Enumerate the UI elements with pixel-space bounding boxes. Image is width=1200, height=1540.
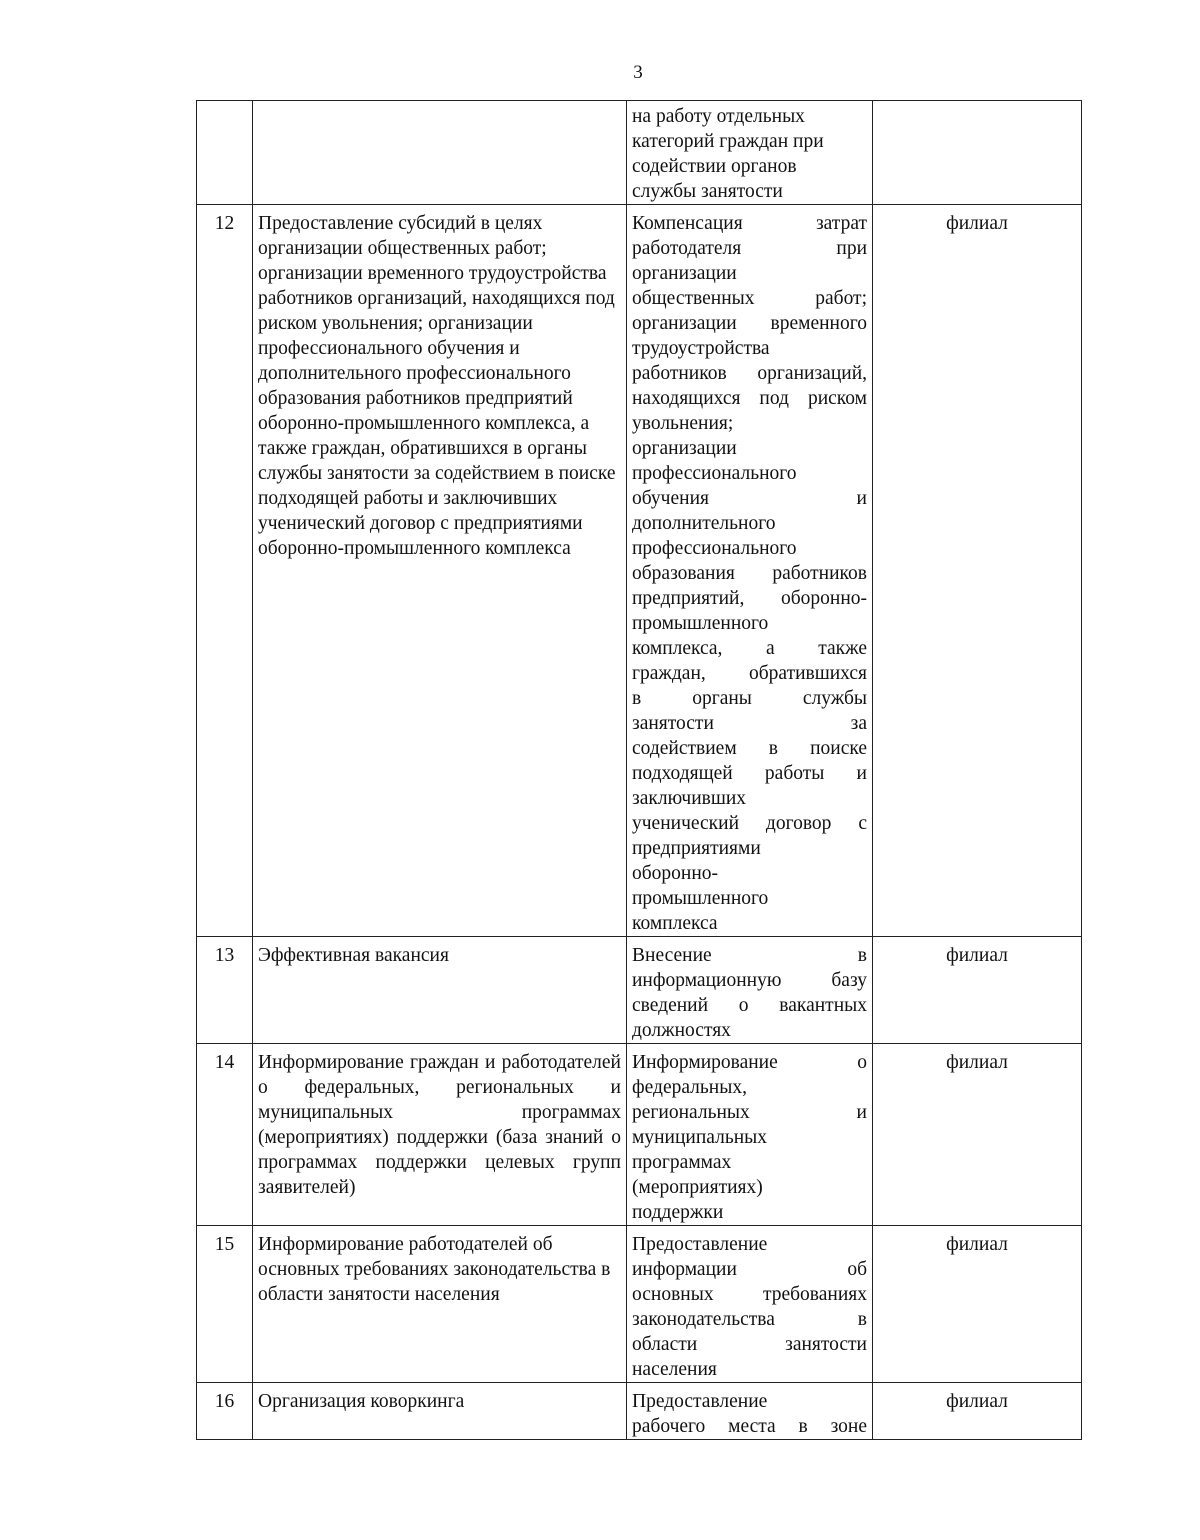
content-line: сведений о вакантных xyxy=(632,995,867,1016)
table-row xyxy=(197,101,1082,205)
content-line: организации xyxy=(632,438,737,459)
service-content xyxy=(627,205,873,937)
table-row xyxy=(197,1226,1082,1383)
content-line: муниципальных xyxy=(632,1127,768,1148)
content-line: в органы службы xyxy=(632,688,867,709)
content-line: рабочего места в зоне xyxy=(632,1416,867,1437)
content-line: образования работников xyxy=(632,563,867,584)
table-row xyxy=(197,1383,1082,1440)
services-table xyxy=(196,100,1082,1440)
row-number: 12 xyxy=(197,205,253,937)
service-name xyxy=(253,101,627,205)
content-line: увольнения; xyxy=(632,413,734,434)
content-line: законодательства в xyxy=(632,1309,867,1330)
content-line: промышленного xyxy=(632,888,769,909)
content-line: занятости за xyxy=(632,713,867,734)
content-line: заключивших xyxy=(632,788,747,809)
content-line: профессионального xyxy=(632,538,797,559)
service-executor: филиал xyxy=(873,937,1082,1044)
content-line: информационную базу xyxy=(632,970,867,991)
content-line: должностях xyxy=(632,1020,731,1041)
content-line: Предоставление xyxy=(632,1391,768,1412)
content-line: комплекса, а также xyxy=(632,638,867,659)
content-line: Предоставление xyxy=(632,1234,768,1255)
content-line: содействием в поиске xyxy=(632,738,867,759)
content-line: поддержки xyxy=(632,1202,724,1223)
content-line: организации временного xyxy=(632,313,867,334)
table-row xyxy=(197,205,1082,937)
service-name: Организация коворкинга xyxy=(253,1383,627,1440)
content-line: работников организаций, xyxy=(632,363,867,384)
content-line: программах xyxy=(632,1152,732,1173)
content-line: службы занятости xyxy=(632,181,783,202)
content-line: комплекса xyxy=(632,913,718,934)
service-content xyxy=(627,1383,873,1440)
table-row xyxy=(197,1044,1082,1226)
content-line: трудоустройства xyxy=(632,338,770,359)
service-content xyxy=(627,101,873,205)
content-line: организации xyxy=(632,263,737,284)
service-executor: филиал xyxy=(873,1383,1082,1440)
service-executor xyxy=(873,101,1082,205)
content-line: общественных работ; xyxy=(632,288,867,309)
content-line: области занятости xyxy=(632,1334,867,1355)
page-number: 3 xyxy=(633,62,643,83)
content-line: Компенсация затрат xyxy=(632,213,867,234)
table-row xyxy=(197,937,1082,1044)
content-line: региональных и xyxy=(632,1102,867,1123)
content-line: подходящей работы и xyxy=(632,763,867,784)
row-number: 14 xyxy=(197,1044,253,1226)
service-content xyxy=(627,937,873,1044)
row-number xyxy=(197,101,253,205)
content-line: промышленного xyxy=(632,613,769,634)
content-line: работодателя при xyxy=(632,238,867,259)
content-line: обучения и xyxy=(632,488,867,509)
content-line: предприятий, оборонно- xyxy=(632,588,867,609)
service-content xyxy=(627,1044,873,1226)
service-name: Информирование граждан и работодателей о федеральных, региональных и муниципальных программах (мероприятиях) поддержки (база знаний о программах поддержки целевых групп заявителей) xyxy=(253,1044,627,1226)
service-content xyxy=(627,1226,873,1383)
table-body xyxy=(197,101,1082,1440)
service-executor: филиал xyxy=(873,1226,1082,1383)
content-line: содействии органов xyxy=(632,156,797,177)
service-name: Предоставление субсидий в целях организации общественных работ; организации временного трудоустройства работников организаций, находящихся под риском увольнения; организации профессионального обучения и дополнительного профессионального образования работников предприятий оборонно-промышленного комплекса, а также граждан, обратившихся в органы службы занятости за содействием в поиске подходящей работы и заключивших ученический договор с предприятиями оборонно-промышленного комплекса xyxy=(253,205,627,937)
content-line: на работу отдельных xyxy=(632,106,805,127)
row-number: 15 xyxy=(197,1226,253,1383)
row-number: 16 xyxy=(197,1383,253,1440)
content-line: дополнительного xyxy=(632,513,776,534)
service-executor: филиал xyxy=(873,1044,1082,1226)
content-line: населения xyxy=(632,1359,717,1380)
content-line: Внесение в xyxy=(632,945,867,966)
content-line: граждан, обратившихся xyxy=(632,663,867,684)
content-line: профессионального xyxy=(632,463,797,484)
service-executor: филиал xyxy=(873,205,1082,937)
content-line: категорий граждан при xyxy=(632,131,824,152)
content-line: ученический договор с xyxy=(632,813,867,834)
content-line: предприятиями xyxy=(632,838,761,859)
content-line: федеральных, xyxy=(632,1077,747,1098)
content-line: находящихся под риском xyxy=(632,388,867,409)
content-line: (мероприятиях) xyxy=(632,1177,763,1198)
content-line: оборонно- xyxy=(632,863,719,884)
row-number: 13 xyxy=(197,937,253,1044)
content-line: информации об xyxy=(632,1259,867,1280)
content-line: Информирование о xyxy=(632,1052,867,1073)
service-name: Информирование работодателей об основных требованиях законодательства в области занятости населения xyxy=(253,1226,627,1383)
content-line: основных требованиях xyxy=(632,1284,867,1305)
service-name: Эффективная вакансия xyxy=(253,937,627,1044)
